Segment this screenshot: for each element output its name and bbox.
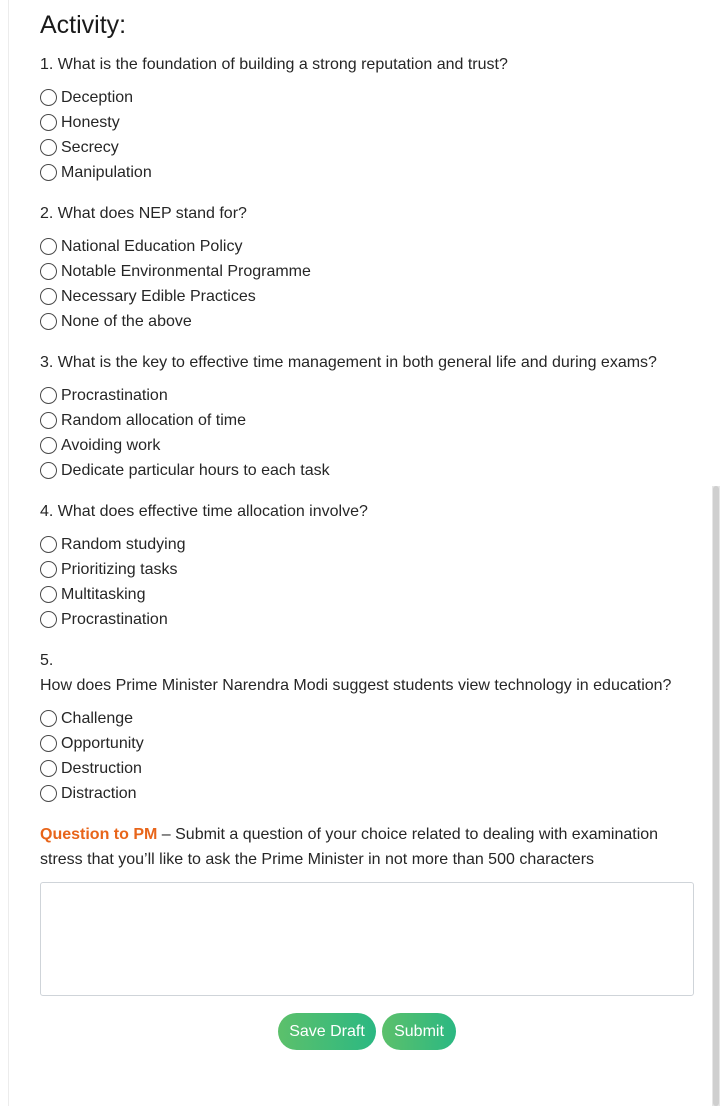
save-draft-button[interactable]: Save Draft	[278, 1013, 376, 1050]
pm-question-textarea[interactable]	[40, 882, 694, 996]
radio-button[interactable]	[40, 536, 57, 553]
question-3	[40, 350, 700, 483]
q4-option-multitasking[interactable]	[40, 582, 700, 607]
question-1	[40, 52, 700, 185]
question-3-text: 3. What is the key to effective time management in both general life and during exams?	[40, 354, 657, 371]
q3-option-dedicate-hours[interactable]	[40, 458, 700, 483]
q1-option-secrecy[interactable]	[40, 135, 700, 160]
radio-button[interactable]	[40, 561, 57, 578]
option-label: Manipulation	[61, 163, 152, 181]
radio-button[interactable]	[40, 437, 57, 454]
submit-button[interactable]: Submit	[382, 1013, 456, 1050]
radio-button[interactable]	[40, 238, 57, 255]
option-label: Destruction	[61, 759, 142, 777]
option-label: Honesty	[61, 113, 120, 131]
option-label: Procrastination	[61, 386, 168, 404]
radio-button[interactable]	[40, 139, 57, 156]
q5-option-destruction[interactable]	[40, 756, 700, 781]
pm-question-description: – Submit a question of your choice related to dealing with examination stress that you’ll like to ask the Prime Minister in not more than 500 characters	[40, 826, 659, 868]
pm-question-instructions	[40, 822, 700, 872]
option-label: Random studying	[61, 535, 186, 553]
radio-button[interactable]	[40, 387, 57, 404]
option-label: Multitasking	[61, 585, 146, 603]
question-2-text: 2. What does NEP stand for?	[40, 205, 247, 222]
activity-form	[40, 0, 700, 1050]
option-label: Notable Environmental Programme	[61, 262, 311, 280]
q3-option-procrastination[interactable]	[40, 383, 700, 408]
q5-option-distraction[interactable]	[40, 781, 700, 806]
q3-option-avoiding-work[interactable]	[40, 433, 700, 458]
question-4-text: 4. What does effective time allocation involve?	[40, 503, 368, 520]
option-label: Distraction	[61, 784, 137, 802]
radio-button[interactable]	[40, 89, 57, 106]
radio-button[interactable]	[40, 114, 57, 131]
radio-button[interactable]	[40, 263, 57, 280]
radio-button[interactable]	[40, 288, 57, 305]
option-label: Challenge	[61, 709, 134, 727]
option-label: Random allocation of time	[61, 411, 246, 429]
radio-button[interactable]	[40, 611, 57, 628]
q2-option-none-of-the-above[interactable]	[40, 309, 700, 334]
radio-button[interactable]	[40, 313, 57, 330]
q5-option-challenge[interactable]	[40, 706, 700, 731]
option-label: Prioritizing tasks	[61, 560, 178, 578]
radio-button[interactable]	[40, 735, 57, 752]
q1-option-deception[interactable]	[40, 85, 700, 110]
radio-button[interactable]	[40, 710, 57, 727]
radio-button[interactable]	[40, 586, 57, 603]
q1-option-manipulation[interactable]	[40, 160, 700, 185]
q2-option-national-education-policy[interactable]	[40, 234, 700, 259]
option-label: Procrastination	[61, 610, 168, 628]
option-label: None of the above	[61, 312, 192, 330]
option-label: Opportunity	[61, 734, 144, 752]
radio-button[interactable]	[40, 760, 57, 777]
option-label: Deception	[61, 88, 134, 106]
pm-question-label: Question to PM	[40, 826, 158, 843]
question-5-text: How does Prime Minister Narendra Modi suggest students view technology in education?	[40, 677, 672, 694]
question-5	[40, 648, 700, 806]
question-2	[40, 201, 700, 334]
q2-option-notable-environmental-programme[interactable]	[40, 259, 700, 284]
option-label: Secrecy	[61, 138, 119, 156]
form-actions	[40, 1013, 694, 1050]
question-1-text: 1. What is the foundation of building a strong reputation and trust?	[40, 56, 508, 73]
question-4	[40, 499, 700, 632]
q3-option-random-allocation[interactable]	[40, 408, 700, 433]
q2-option-necessary-edible-practices[interactable]	[40, 284, 700, 309]
q1-option-honesty[interactable]	[40, 110, 700, 135]
scrollbar-thumb[interactable]	[713, 486, 719, 1106]
q4-option-procrastination[interactable]	[40, 607, 700, 632]
q5-option-opportunity[interactable]	[40, 731, 700, 756]
q4-option-prioritizing-tasks[interactable]	[40, 557, 700, 582]
radio-button[interactable]	[40, 164, 57, 181]
radio-button[interactable]	[40, 412, 57, 429]
radio-button[interactable]	[40, 785, 57, 802]
q4-option-random-studying[interactable]	[40, 532, 700, 557]
page-title: Activity:	[40, 11, 127, 39]
option-label: Dedicate particular hours to each task	[61, 461, 330, 479]
option-label: Necessary Edible Practices	[61, 287, 256, 305]
question-5-number: 5.	[40, 652, 54, 669]
option-label: National Education Policy	[61, 237, 243, 255]
radio-button[interactable]	[40, 462, 57, 479]
page-left-border	[8, 0, 9, 1106]
option-label: Avoiding work	[61, 436, 161, 454]
